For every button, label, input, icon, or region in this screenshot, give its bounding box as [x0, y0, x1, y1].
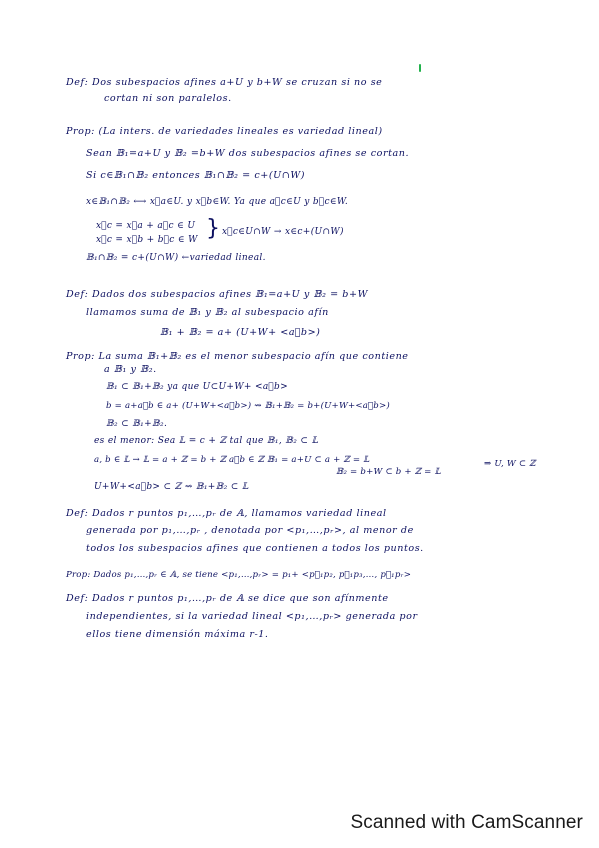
proof-interseccion-result: 𝔹₁∩𝔹₂ = c+(U∩W) ←variedad lineal. [86, 253, 266, 263]
def-variedad-generada-line-2: generada por p₁,…,pᵣ , denotada por <p₁,…,pᵣ>, al menor de [86, 525, 414, 536]
prop-interseccion-line-1: Sean 𝔹₁=a+U y 𝔹₂ =b+W dos subespacios afines se cortan. [86, 148, 410, 159]
proof-suma-b1: 𝔹₁ ⊂ 𝔹₁+𝔹₂ ya que U⊂U+W+ <a⃗b> [106, 382, 289, 392]
proof-menor-conclusion: U+W+<a⃗b> ⊂ ℤ ⇝ 𝔹₁+𝔹₂ ⊂ 𝕃 [94, 482, 249, 492]
proof-interseccion-xc-u: x⃗c = x⃗a + a⃗c ∈ U [96, 221, 196, 231]
proof-interseccion-conclusion: x⃗c∈U∩W → x∈c+(U∩W) [222, 227, 344, 237]
prop-suma-line-1: Prop: La suma 𝔹₁+𝔹₂ es el menor subespacio afín que contiene [66, 351, 409, 362]
proof-suma-b-in: b = a+a⃗b ∈ a+ (U+W+<a⃗b>) ⇝ 𝔹₁+𝔹₂ = b+(U+W+<a⃗b>) [106, 401, 390, 411]
def-suma-line-2: llamamos suma de 𝔹₁ y 𝔹₂ al subespacio afín [86, 307, 329, 318]
def-afinmente-line-2: independientes, si la variedad lineal <p₁,…,pᵣ> generada por [86, 611, 418, 622]
prop-interseccion-title: Prop: (La inters. de variedades lineales es variedad lineal) [66, 126, 383, 137]
proof-menor-line-3: 𝔹₂ = b+W ⊂ b + ℤ = 𝕃 [336, 467, 441, 477]
def-suma-line-1: Def: Dados dos subespacios afines 𝔹₁=a+U y 𝔹₂ = b+W [66, 289, 368, 300]
def-cruzan-line-1: Def: Dos subespacios afines a+U y b+W se cruzan si no se [66, 77, 383, 88]
proof-menor-line-1: es el menor: Sea 𝕃 = c + ℤ tal que 𝔹₁, 𝔹₂ ⊂ 𝕃 [94, 436, 319, 446]
def-afinmente-line-1: Def: Dados r puntos p₁,…,pᵣ de 𝔸 se dice que son afínmente [66, 593, 389, 604]
proof-interseccion-line-1: x∈𝔹₁∩𝔹₂ ⟷ x⃗a∈U. y x⃗b∈W. Ya que a⃗c∈U y b⃗c∈W. [86, 197, 349, 207]
camscanner-watermark: Scanned with CamScanner [350, 812, 583, 833]
proof-suma-b2: 𝔹₂ ⊂ 𝔹₁+𝔹₂. [106, 419, 168, 429]
def-suma-formula: 𝔹₁ + 𝔹₂ = a+ (U+W+ <a⃗b>) [160, 327, 321, 338]
prop-suma-line-2: a 𝔹₁ y 𝔹₂. [104, 364, 157, 375]
prop-interseccion-line-2: Si c∈𝔹₁∩𝔹₂ entonces 𝔹₁∩𝔹₂ = c+(U∩W) [86, 170, 306, 181]
prop-variedad-generada: Prop: Dados p₁,…,pᵣ ∈ 𝔸, se tiene <p₁,…,pᵣ> = p₁+ <p⃗₁p₂, p⃗₁p₃,…, p⃗₁pᵣ> [66, 570, 412, 580]
def-cruzan-line-2: cortan ni son paralelos. [104, 93, 232, 104]
def-variedad-generada-line-1: Def: Dados r puntos p₁,…,pᵣ de 𝔸, llamamos variedad lineal [66, 508, 387, 519]
proof-menor-line-2: a, b ∈ 𝕃 → 𝕃 = a + ℤ = b + ℤ a⃗b ∈ ℤ 𝔹₁ = a+U ⊂ a + ℤ = 𝕃 [94, 455, 370, 465]
proof-menor-implies: ⇒ U, W ⊂ ℤ [484, 459, 536, 469]
green-pen-mark [419, 64, 421, 72]
proof-interseccion-xc-w: x⃗c = x⃗b + b⃗c ∈ W [96, 235, 198, 245]
def-variedad-generada-line-3: todos los subespacios afines que contienen a todos los puntos. [86, 543, 424, 554]
def-afinmente-line-3: ellos tiene dimensión máxima r-1. [86, 629, 269, 640]
curly-brace: } [206, 216, 220, 241]
